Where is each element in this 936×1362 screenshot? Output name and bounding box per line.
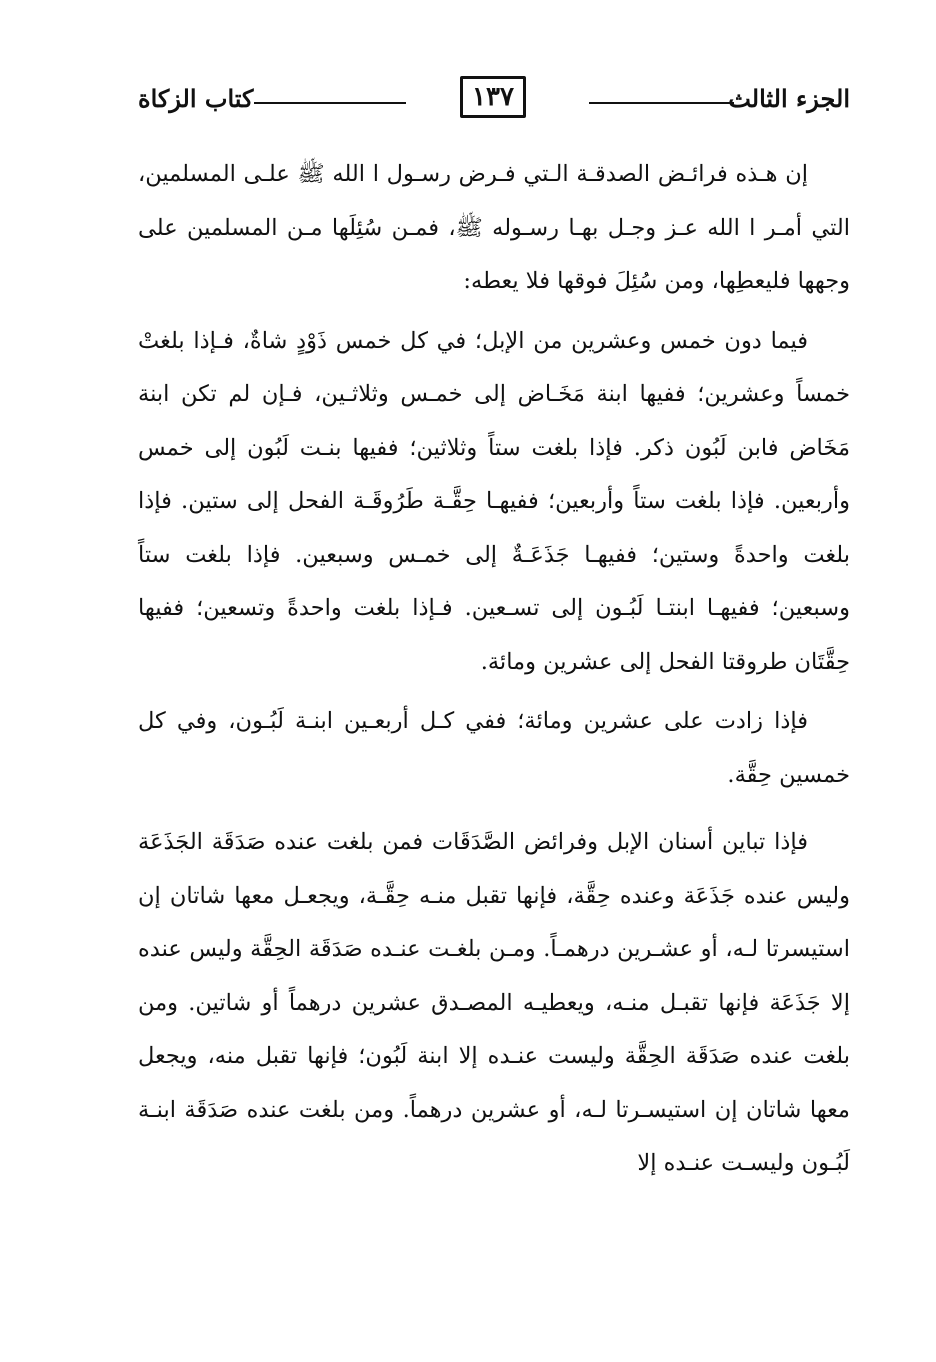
header-rule xyxy=(254,102,406,104)
paragraph: فإذا تباين أسنان الإبل وفرائض الصَّدَقَات فمن بلغت عنده صَدَقَة الجَذَعَة وليس عنده جَذَعَة وعنده حِقَّة، فإنها تقبل منـه حِقَّـة، ويجعـل معها شاتان إن استيسرتا لـه، أو عشـرين درهمـاً. ومـن بلغـت عنـده صَدَقَة الحِقَّة وليس عنده إلا جَذَعَة فإنها تقبـل منـه، ويعطيـه المصـدق عشرين درهماً أو شاتين. ومن بلغت عنده صَدَقَة الحِقَّة وليست عنـده إلا ابنة لَبُون؛ فإنها تقبل منه، ويجعل معها شاتان إن استيسـرتا لـه، أو عشرين درهماً. ومن بلغت عنده صَدَقَة ابنـة لَبُـون وليسـت عنـده إلا xyxy=(138,829,850,1176)
book-title: كتاب الزكاة xyxy=(138,84,254,113)
header-rule xyxy=(589,102,734,104)
paragraph: فيما دون خمس وعشرين من الإبل؛ في كل خمس ذَوْدٍ شاةٌ، فـإذا بلغتْ خمساً وعشرين؛ ففيها ابنة مَخَـاض إلى خمـس وثلاثـين، فـإن لم تكن ابنة مَخَاض فابن لَبُون ذكر. فإذا بلغت ستاً وثلاثين؛ ففيها بنـت لَبُون إلى خمس وأربعين. فإذا بلغت ستاً وأربعين؛ ففيهـا حِقَّـة طَرُوقَـة الفحل إلى ستين. فإذا بلغت واحدةً وستين؛ ففيهـا جَذَعَـةٌ إلى خمـس وسبعين. فإذا بلغت ستاً وسبعين؛ ففيهـا ابنتـا لَبُـون إلى تسـعين. فـإذا بلغت واحدةً وتسعين؛ ففيها حِقَّتَان طروقتا الفحل إلى عشرين ومائة. xyxy=(138,327,850,675)
page-header xyxy=(138,76,850,128)
main-text xyxy=(138,148,850,1191)
paragraph: إن هـذه فرائـض الصدقـة الـتي فـرض رسـول ا الله ﷺ علـى المسلمين، التي أمـر ا الله عـز وجـل بهـا رسـوله ﷺ، فمـن سُئِلَها مـن المسلمين على وجهها فليعطِها، ومن سُئِلَ فوقها فلا يعطه: xyxy=(138,161,850,294)
page-number: ١٣٧ xyxy=(460,76,526,118)
paragraph: فإذا زادت على عشرين ومائة؛ ففي كـل أربعـين ابنـة لَبُـون، وفي كل خمسين حِقَّة. xyxy=(138,708,850,788)
section-title: الجزء الثالث xyxy=(728,84,850,113)
